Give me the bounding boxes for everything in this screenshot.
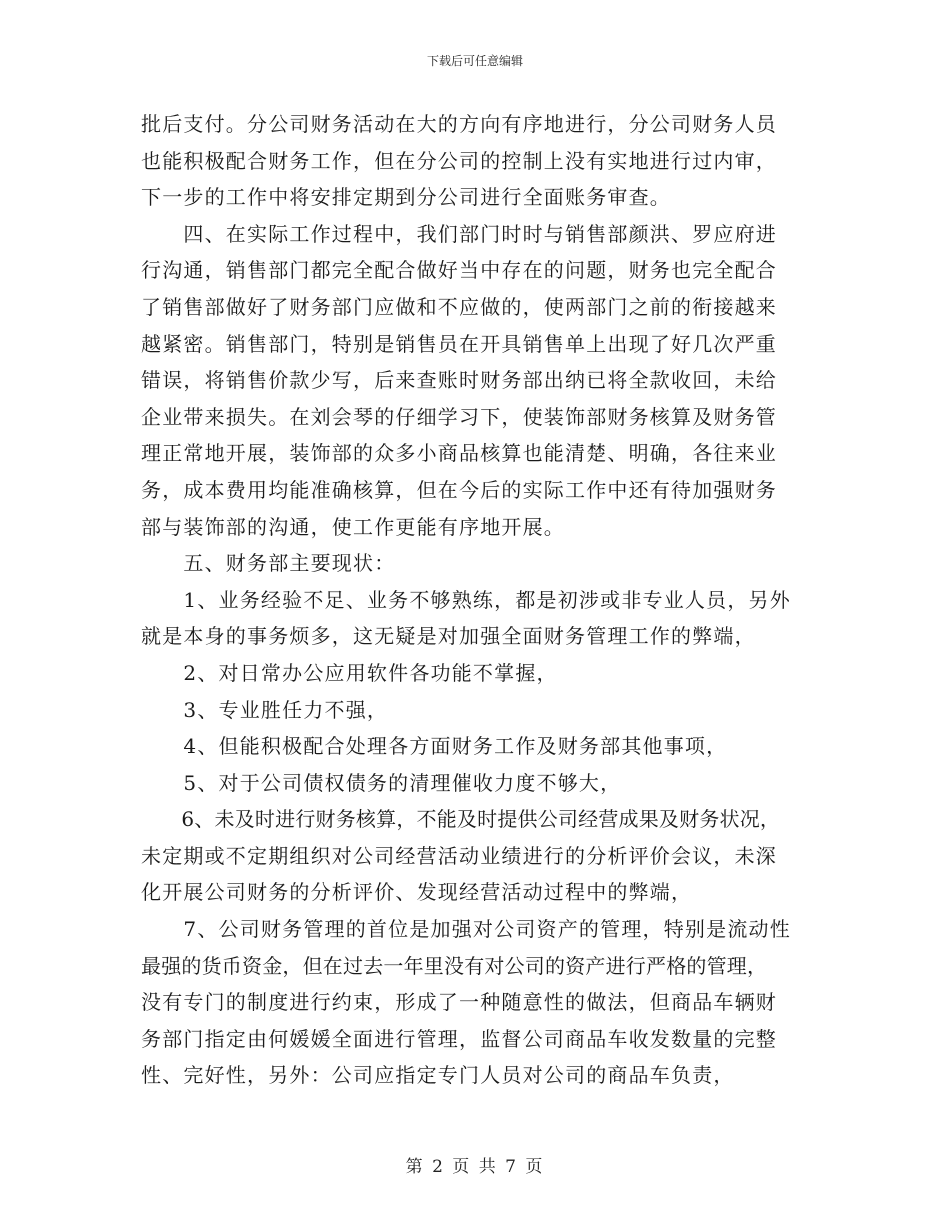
- text-line: 性、完好性，另外：公司应指定专门人员对公司的商品车负责，: [141, 1063, 735, 1088]
- document-body: [141, 106, 827, 1094]
- text-line: 3、专业胜任力不强，: [141, 697, 389, 722]
- text-line: 务部门指定由何媛媛全面进行管理，监督公司商品车收发数量的完整: [141, 1026, 777, 1051]
- text-line: 部与装饰部的沟通，使工作更能有序地开展。: [141, 514, 565, 539]
- text-line: 批后支付。分公司财务活动在大的方向有序地进行，分公司财务人员: [141, 112, 777, 136]
- text-line: 1、业务经验不足、业务不够熟练，都是初涉或非专业人员，另外: [141, 587, 791, 612]
- text-line: 就是本身的事务烦多，这无疑是对加强全面财务管理工作的弊端，: [141, 624, 756, 649]
- text-line: 未定期或不定期组织对公司经营活动业绩进行的分析评价会议，未深: [141, 843, 777, 868]
- text-line: 没有专门的制度进行约束，形成了一种随意性的做法，但商品车辆财: [141, 990, 777, 1015]
- text-line: 行沟通，销售部门都完全配合做好当中存在的问题，财务也完全配合: [141, 258, 777, 283]
- text-line: 务，成本费用均能准确核算，但在今后的实际工作中还有待加强财务: [141, 477, 777, 502]
- page-header-note: 下载后可任意编辑: [426, 54, 523, 68]
- text-line: 四、在实际工作过程中，我们部门时时与销售部颜洪、罗应府进: [141, 221, 777, 246]
- text-line: 错误，将销售价款少写，后来查账时财务部出纳已将全款收回，未给: [141, 368, 777, 393]
- text-line: 了销售部做好了财务部门应做和不应做的，使两部门之前的衔接越来: [141, 294, 777, 319]
- text-line: 7、公司财务管理的首位是加强对公司资产的管理，特别是流动性: [141, 917, 791, 942]
- text-line: 企业带来损失。在刘会琴的仔细学习下，使装饰部财务核算及财务管: [141, 404, 777, 429]
- text-line: 也能积极配合财务工作，但在分公司的控制上没有实地进行过内审，: [141, 148, 777, 173]
- text-line: 4、但能积极配合处理各方面财务工作及财务部其他事项，: [141, 734, 728, 759]
- text-line: 下一步的工作中将安排定期到分公司进行全面账务审查。: [141, 185, 671, 210]
- text-line: 5、对于公司债权债务的清理催收力度不够大，: [141, 770, 622, 795]
- text-line: 2、对日常办公应用软件各功能不掌握，: [141, 660, 558, 685]
- text-line: 化开展公司财务的分析评价、发现经营活动过程中的弊端，: [141, 880, 693, 905]
- text-line: 理正常地开展，装饰部的众多小商品核算也能清楚、明确，各往来业: [141, 441, 777, 466]
- page-number: 第 2 页 共 7 页: [405, 1157, 545, 1177]
- text-line: 越紧密。销售部门，特别是销售员在开具销售单上出现了好几次严重: [141, 331, 777, 356]
- text-line: 6、未及时进行财务核算，不能及时提供公司经营成果及财务状况，: [141, 807, 781, 832]
- text-line: 最强的货币资金，但在过去一年里没有对公司的资产进行严格的管理，: [141, 953, 768, 978]
- section-heading: 五、财务部主要现状：: [141, 551, 396, 576]
